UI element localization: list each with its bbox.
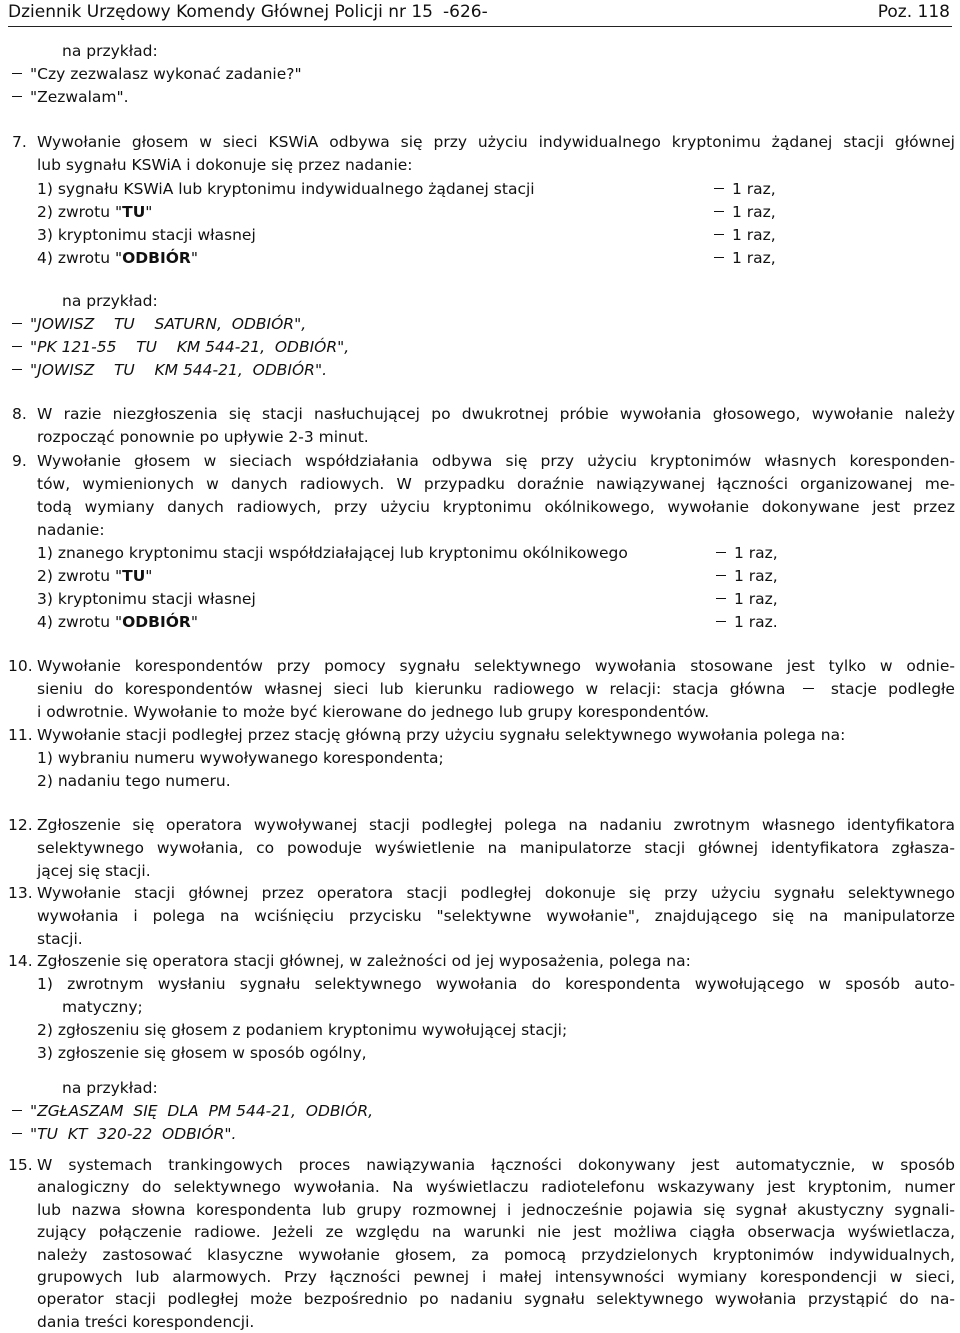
example-line: "Czy zezwalasz wykonać zadanie?" [12, 63, 302, 85]
paragraph-number: 14. [8, 952, 33, 970]
list-item: 2) zwrotu "TU" [37, 203, 153, 221]
journal-title: Dziennik Urzędowy Komendy Głównej Policji nr 15 [8, 2, 433, 22]
list-count: 1 raz, [716, 565, 778, 587]
header-rule [8, 26, 952, 27]
example-label: na przykład: [62, 42, 158, 60]
paragraph-line: zujący połączenie radiowe. Jeżeli ze względu na warunki nie jest możliwa ciągła obserwacja wyświetlacza, [37, 1223, 955, 1242]
paragraph-line: rozpocząć ponownie po upływie 2-3 minut. [37, 428, 369, 446]
example-line: "Zezwalam". [12, 86, 129, 108]
paragraph-line: Wywołanie głosem w sieci KSWiA odbywa się przy użyciu indywidualnego kryptonimu żądanej stacji głównej [37, 133, 955, 151]
example-line: "JOWISZ TU KM 544-21, ODBIÓR". [12, 359, 327, 381]
paragraph-line: nadanie: [37, 521, 105, 539]
list-item: 4) zwrotu "ODBIÓR" [37, 249, 199, 267]
example-label: na przykład: [62, 1079, 158, 1097]
paragraph-line: selektywnego wywołania, co powoduje wyświetlenie na manipulatorze stacji głównej identyfikatora zgłasza- [37, 839, 955, 857]
list-item: 3) kryptonimu stacji własnej [37, 590, 256, 608]
paragraph-line: W razie niezgłoszenia się stacji nasłuchującej po dwukrotnej próbie wywołania głosowego, wywołanie należy [37, 405, 955, 423]
paragraph-line: sieniu do korespondentów własnej sieci lub kierunku radiowego w relacji: stacja główna stacje podległe [37, 680, 955, 698]
paragraph-line: należy zastosować klasyczne wywołanie głosem, za pomocą przydzielonych kryptonimów indywidualnych, [37, 1245, 955, 1264]
paragraph-line: jącej się stacji. [37, 862, 151, 880]
paragraph-line: grupowych lub alarmowych. Przy łączności pewnej i małej intensywności wymiany korespondencji w sieci, [37, 1268, 955, 1286]
paragraph-line: dania treści korespondencji. [37, 1312, 255, 1331]
list-item: 2) zwrotu "TU" [37, 567, 153, 585]
list-count: 1 raz, [716, 588, 778, 610]
list-item: 1) zwrotnym wysłaniu sygnału selektywnego wywołania do korespondenta wywołującego w sposób auto- [37, 975, 955, 993]
paragraph-number: 10. [8, 657, 33, 675]
paragraph-line: lub nazwa słowna korespondenta lub grupy rozmownej i jednocześnie pojawia się sygnał akustyczny sygnali- [37, 1200, 955, 1219]
paragraph-number: 11. [8, 726, 33, 744]
paragraph-line: wywołania i polega na wciśnięciu przycisku "selektywne wywołanie", znajdującego się na manipulatorze [37, 907, 955, 925]
paragraph-line: Wywołanie głosem w sieciach współdziałania odbywa się przy użyciu kryptonimów własnych koresponden- [37, 452, 955, 470]
list-item: 1) wybraniu numeru wywoływanego korespondenta; [37, 749, 444, 767]
dash-mark [12, 73, 22, 74]
list-item: 4) zwrotu "ODBIÓR" [37, 613, 199, 631]
list-count: 1 raz, [714, 224, 776, 246]
paragraph-number: 7. [12, 133, 27, 151]
list-item: 2) zgłoszeniu się głosem z podaniem kryptonimu wywołującej stacji; [37, 1021, 568, 1039]
paragraph-line: W systemach trankingowych proces nawiązywania łączności dokonywany jest automatycznie, w sposób [37, 1156, 955, 1174]
paragraph-line: stacji. [37, 930, 83, 948]
paragraph-number: 12. [8, 816, 33, 834]
paragraph-number: 8. [12, 405, 27, 423]
example-line: "JOWISZ TU SATURN, ODBIÓR", [12, 313, 306, 335]
list-count: 1 raz, [716, 542, 778, 564]
example-line: "PK 121-55 TU KM 544-21, ODBIÓR", [12, 336, 349, 358]
list-item-continuation: matyczny; [62, 998, 143, 1016]
example-line: "TU KT 320-22 ODBIÓR". [12, 1123, 236, 1145]
paragraph-number: 9. [12, 452, 27, 470]
list-item: 2) nadaniu tego numeru. [37, 772, 231, 790]
list-item: 1) znanego kryptonimu stacji współdziałającej lub kryptonimu okólnikowego [37, 544, 628, 562]
list-item: 1) sygnału KSWiA lub kryptonimu indywidualnego żądanej stacji [37, 180, 535, 198]
dash-mark [12, 96, 22, 97]
paragraph-line: operator stacji podległej może bezpośrednio po nadaniu sygnału selektywnego wywołania przystąpić do na- [37, 1290, 955, 1309]
list-count: 1 raz, [714, 201, 776, 223]
paragraph-line: Wywołanie stacji podległej przez stację główną przy użyciu sygnału selektywnego wywołania polega na: [37, 726, 846, 744]
paragraph-number: 15. [8, 1156, 33, 1174]
example-label: na przykład: [62, 292, 158, 310]
paragraph-line: Zgłoszenie się operatora wywoływanej stacji podległej polega na nadaniu zwrotnym własnego identyfikatora [37, 816, 955, 834]
list-count: 1 raz, [714, 247, 776, 269]
list-item: 3) kryptonimu stacji własnej [37, 226, 256, 244]
paragraph-line: analogiczny do selektywnego wywołania. Na wyświetlaczu radiotelefonu wskazywany jest kryptonim, numer [37, 1178, 955, 1197]
list-count: 1 raz, [714, 178, 776, 200]
example-line: "ZGŁASZAM SIĘ DLA PM 544-21, ODBIÓR, [12, 1100, 373, 1122]
paragraph-line: tów, wymienionych w danych radiowych. W przypadku doraźnie nawiązywanej łączności organizowanej me- [37, 475, 955, 493]
position-number: Poz. 118 [877, 2, 950, 22]
paragraph-line: todą wymiany danych radiowych, przy użyciu kryptonimu okólnikowego, wywołanie dokonywane jest przez [37, 498, 955, 516]
paragraph-line: lub sygnału KSWiA i dokonuje się przez nadanie: [37, 156, 413, 174]
paragraph-line: Wywołanie stacji głównej przez operatora stacji podległej dokonuje się przy użyciu sygnału selektywnego [37, 884, 955, 902]
paragraph-line: Zgłoszenie się operatora stacji głównej, w zależności od jej wyposażenia, polega na: [37, 952, 691, 970]
page-number: -626- [443, 2, 488, 22]
list-item: 3) zgłoszenie się głosem w sposób ogólny, [37, 1044, 367, 1062]
paragraph-number: 13. [8, 884, 33, 902]
list-count: 1 raz. [716, 611, 778, 633]
paragraph-line: i odwrotnie. Wywołanie to może być kierowane do jednego lub grupy korespondentów. [37, 703, 710, 721]
paragraph-line: Wywołanie korespondentów przy pomocy sygnału selektywnego wywołania stosowane jest tylko w odnie- [37, 657, 955, 675]
page-header [8, 0, 952, 26]
